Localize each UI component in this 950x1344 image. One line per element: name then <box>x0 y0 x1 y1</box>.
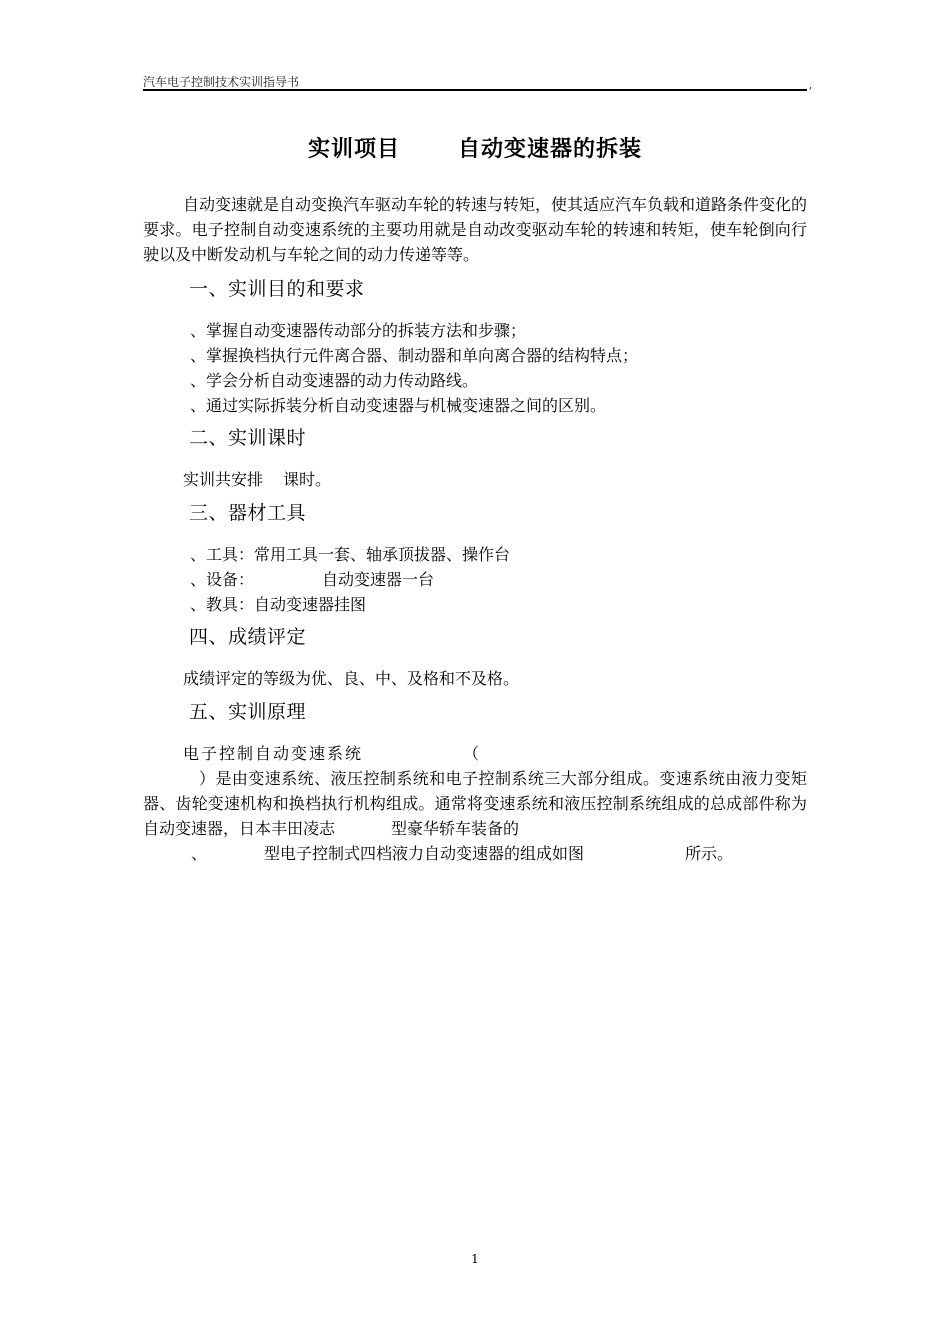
section-heading-grading: 四、成绩评定 <box>189 626 307 648</box>
principle-last-1: 、 <box>191 844 208 863</box>
teaching-aids-item: 、教具：自动变速器挂图 <box>190 595 367 614</box>
running-header: 汽车电子控制技术实训指导书 <box>143 75 300 89</box>
tools-item: 、工具：常用工具一套、轴承顶拔器、操作台 <box>190 545 511 564</box>
equipment-item-value: 自动变速器一台 <box>322 570 435 589</box>
principle-body-part-2: 型豪华轿车装备的 <box>391 819 520 838</box>
intro-paragraph: 自动变速就是自动变换汽车驱动车轮的转速与转矩，使其适应汽车负载和道路条件变化的要求。电子控制自动变速系统的主要功用就是自动改变驱动车轮的转速和转矩，使车轮倒向行驶以及中断发动机与车轮之间的动力传递等等。 <box>143 195 808 264</box>
header-rule <box>143 89 807 91</box>
section-heading-objectives: 一、实训目的和要求 <box>189 278 365 300</box>
principle-last-3: 所示。 <box>685 844 734 863</box>
list-item: 、掌握换档执行元件离合器、制动器和单向离合器的结构特点； <box>190 346 639 365</box>
header-mark: , <box>809 80 813 91</box>
principle-body: ）是由变速系统、液压控制系统和电子控制系统三大部分组成。变速系统由液力变矩器、齿轮变速机构和换档执行机构组成。通常将变速系统和液压控制系统组成的总成部件称为自动变速器，日本丰田凌志 <box>143 769 807 838</box>
grading-text: 成绩评定的等级为优、良、中、及格和不及格。 <box>183 669 520 688</box>
principle-line-1: 电子控制自动变速系统 <box>183 744 364 763</box>
title-part-2: 自动变速器的拆装 <box>458 137 643 162</box>
principle-paren-open: （ <box>463 744 480 763</box>
list-item: 、学会分析自动变速器的动力传动路线。 <box>190 371 479 390</box>
equipment-item: 、设备： <box>190 570 255 589</box>
document-title <box>0 132 950 163</box>
title-part-1: 实训项目 <box>307 137 400 162</box>
principle-last-2: 型电子控制式四档液力自动变速器的组成如图 <box>264 844 585 863</box>
hours-text-part-1: 实训共安排 <box>183 470 264 489</box>
objectives-list <box>190 318 810 418</box>
section-heading-hours: 二、实训课时 <box>189 427 307 449</box>
section-heading-tools: 三、器材工具 <box>189 502 307 524</box>
section-heading-principle: 五、实训原理 <box>189 701 307 723</box>
list-item: 、通过实际拆装分析自动变速器与机械变速器之间的区别。 <box>190 396 607 415</box>
page-number: 1 <box>471 1252 479 1266</box>
hours-text-part-2: 课时。 <box>283 470 332 489</box>
principle-paragraph <box>143 766 807 841</box>
hours-text <box>183 467 331 492</box>
list-item: 、掌握自动变速器传动部分的拆装方法和步骤； <box>190 321 527 340</box>
